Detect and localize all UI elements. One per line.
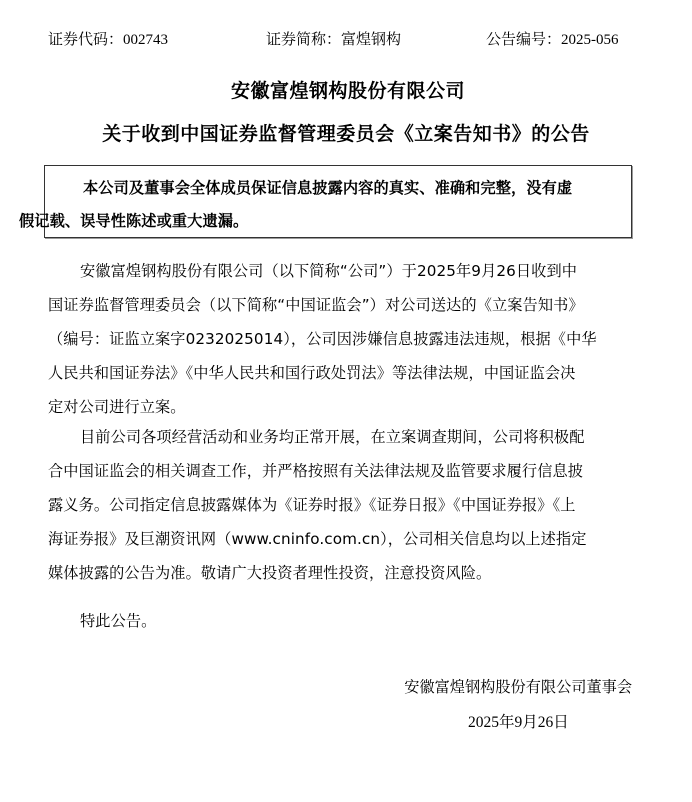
document-header: [0, 28, 692, 52]
signature-date: 2025年9月26日: [468, 714, 569, 731]
paragraph-case-notice: [48, 254, 634, 424]
disclosure-guarantee-box: [19, 165, 632, 238]
announcement-number: 公告编号：2025-056: [486, 32, 619, 48]
paragraph-line: 人民共和国证券法》《中华人民共和国行政处罚法》等法律法规，中国证监会决: [48, 364, 576, 382]
paragraph-closing: [48, 604, 634, 638]
paragraph-line: 定对公司进行立案。: [48, 398, 186, 416]
paragraph-line: （编号：证监立案字0232025014），公司因涉嫌信息披露违法违规，根据《中华: [48, 330, 597, 348]
paragraph-line: 海证券报》及巨潮资讯网（www.cninfo.com.cn），公司相关信息均以上述指定: [48, 530, 587, 548]
company-title: 安徽富煌钢构股份有限公司: [230, 80, 465, 102]
guarantee-line: 本公司及董事会全体成员保证信息披露内容的真实、准确和完整，没有虚: [83, 179, 573, 197]
signature-board: 安徽富煌钢构股份有限公司董事会: [404, 678, 632, 696]
security-abbreviation: 证券简称：富煌钢构: [266, 32, 402, 48]
paragraph-line: 媒体披露的公告为准。敬请广大投资者理性投资，注意投资风险。: [48, 564, 492, 582]
paragraph-line: 特此公告。: [80, 612, 157, 630]
security-code: 证券代码：002743: [48, 32, 169, 48]
paragraph-line: 目前公司各项经营活动和业务均正常开展，在立案调查期间，公司将积极配: [80, 428, 585, 446]
paragraph-line: 国证券监督管理委员会（以下简称“中国证监会”）对公司送达的《立案告知书》: [48, 296, 584, 314]
paragraph-line: 安徽富煌钢构股份有限公司（以下简称“公司”）于2025年9月26日收到中: [80, 262, 578, 280]
paragraph-line: 露义务。公司指定信息披露媒体为《证券时报》《证券日报》《中国证券报》《上: [48, 496, 576, 514]
paragraph-line: 合中国证监会的相关调查工作，并严格按照有关法律法规及监管要求履行信息披: [48, 462, 584, 480]
announcement-title: 关于收到中国证券监督管理委员会《立案告知书》的公告: [102, 123, 590, 145]
paragraph-operations-and-disclosure: [48, 420, 634, 590]
guarantee-line: 假记载、误导性陈述或重大遗漏。: [19, 212, 249, 230]
